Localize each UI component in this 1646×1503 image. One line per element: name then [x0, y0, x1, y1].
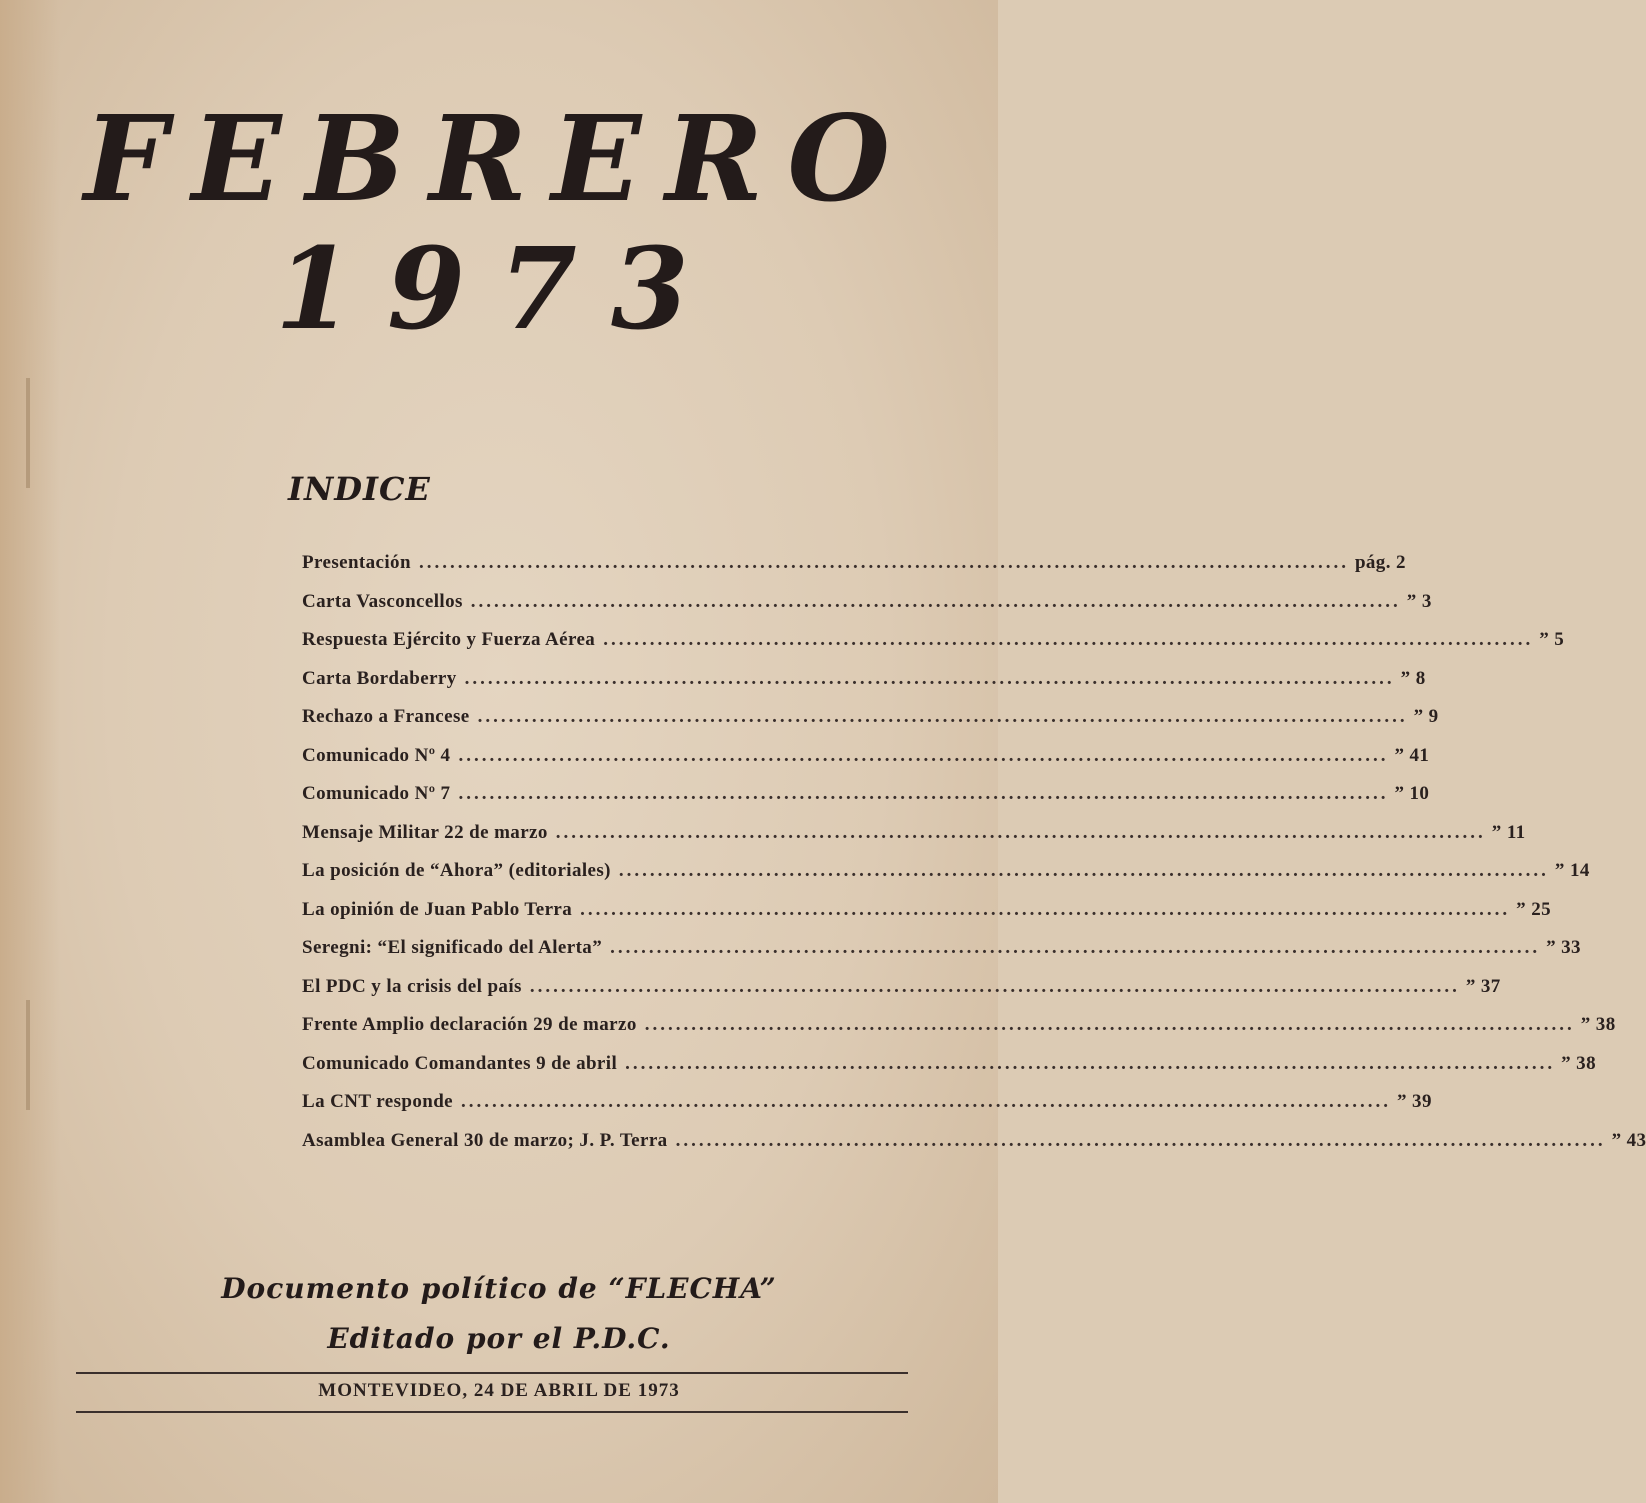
toc-entry-title: Comunicado Nº 4: [302, 744, 451, 766]
toc-dot-leader: ........................................................................................................................: [461, 1091, 1391, 1112]
title-month: FEBRERO: [83, 89, 915, 228]
toc-dot-leader: ........................................................................................................................: [644, 1014, 1575, 1035]
toc-entry: [302, 783, 1430, 822]
toc-entry: [302, 975, 1501, 1015]
toc-entry: [302, 590, 1432, 630]
toc-entry-title: La opinión de Juan Pablo Terra: [302, 898, 573, 920]
toc-entry-page: ” 43: [1611, 1129, 1646, 1151]
toc-entry: [302, 1014, 1616, 1053]
toc-entry-page: ” 8: [1400, 667, 1426, 689]
toc-entry-title: El PDC y la crisis del país: [302, 975, 522, 997]
toc-dot-leader: ........................................................................................................................: [555, 821, 1486, 843]
divider-rule: [76, 1372, 908, 1374]
title-year: 1973: [275, 224, 723, 355]
toc-dot-leader: ........................................................................................................................: [618, 860, 1549, 881]
toc-entry: [302, 552, 1406, 591]
toc-entry: [302, 1091, 1432, 1130]
toc-entry: [302, 937, 1581, 976]
toc-entry-page: ” 41: [1394, 744, 1430, 766]
toc-entry: [302, 898, 1552, 938]
toc-entry-title: Respuesta Ejército y Fuerza Aérea: [302, 629, 596, 650]
toc-entry-page: ” 33: [1546, 937, 1581, 958]
toc-dot-leader: ........................................................................................................................: [464, 667, 1395, 689]
toc-dot-leader: ........................................................................................................................: [477, 706, 1408, 727]
toc-entry-title: Comunicado Comandantes 9 de abril: [302, 1052, 618, 1074]
toc-entry: [302, 629, 1565, 668]
imprint-place-date: MONTEVIDEO, 24 DE ABRIL DE 1973: [318, 1380, 680, 1401]
toc-dot-leader: ........................................................................................................................: [418, 552, 1349, 573]
toc-entry-page: ” 10: [1394, 783, 1430, 804]
toc-entry: [302, 1052, 1596, 1092]
divider-rule: [76, 1411, 908, 1413]
index-heading: INDICE: [288, 470, 431, 508]
toc-entry: [302, 1129, 1646, 1169]
toc-entry-title: La posición de “Ahora” (editoriales): [302, 860, 611, 881]
toc-dot-leader: ........................................................................................................................: [625, 1052, 1556, 1074]
footer-editor-line: Editado por el P.D.C.: [327, 1322, 671, 1355]
toc-entry-title: Asamblea General 30 de marzo; J. P. Terra: [302, 1129, 668, 1151]
toc-entry-title: Seregni: “El significado del Alerta”: [302, 937, 603, 958]
toc-entry: [302, 860, 1590, 899]
toc-entry-page: ” 38: [1561, 1052, 1596, 1074]
toc-entry-title: La CNT responde: [302, 1091, 453, 1112]
footer-document-line: Documento político de “FLECHA”: [221, 1272, 777, 1305]
toc-entry: [302, 821, 1526, 861]
toc-dot-leader: ........................................................................................................................: [529, 975, 1460, 997]
toc-dot-leader: ........................................................................................................................: [580, 898, 1511, 920]
toc-entry-page: ” 11: [1491, 821, 1526, 843]
toc-dot-leader: ........................................................................................................................: [458, 744, 1389, 766]
toc-entry-page: ” 37: [1465, 975, 1501, 997]
staple-mark: [26, 378, 30, 488]
staple-mark: [26, 1000, 30, 1110]
toc-entry-title: Carta Bordaberry: [302, 667, 457, 689]
toc-dot-leader: ........................................................................................................................: [675, 1129, 1606, 1151]
toc-dot-leader: ........................................................................................................................: [470, 590, 1401, 612]
toc-dot-leader: ........................................................................................................................: [610, 937, 1541, 958]
toc-entry-title: Carta Vasconcellos: [302, 590, 463, 612]
toc-entry-page: ” 38: [1580, 1014, 1616, 1035]
toc-entry-page: ” 25: [1516, 898, 1552, 920]
toc-entry-title: Frente Amplio declaración 29 de marzo: [302, 1014, 637, 1035]
toc-entry-title: Rechazo a Francese: [302, 706, 470, 727]
toc-entry: [302, 667, 1426, 707]
toc-entry-page: ” 3: [1406, 590, 1432, 612]
toc-entry-page: ” 5: [1539, 629, 1565, 650]
toc-entry: [302, 706, 1439, 745]
toc-entry: [302, 744, 1430, 784]
toc-entry-page: ” 9: [1413, 706, 1439, 727]
table-of-contents: [302, 552, 1646, 1168]
toc-entry-title: Mensaje Militar 22 de marzo: [302, 821, 548, 843]
toc-entry-title: Comunicado Nº 7: [302, 783, 451, 804]
toc-entry-page: ” 14: [1554, 860, 1590, 881]
toc-dot-leader: ........................................................................................................................: [603, 629, 1534, 650]
toc-entry-title: Presentación: [302, 552, 411, 573]
toc-dot-leader: ........................................................................................................................: [458, 783, 1389, 804]
toc-entry-page: ” 39: [1397, 1091, 1432, 1112]
toc-entry-page: pág. 2: [1354, 552, 1406, 573]
